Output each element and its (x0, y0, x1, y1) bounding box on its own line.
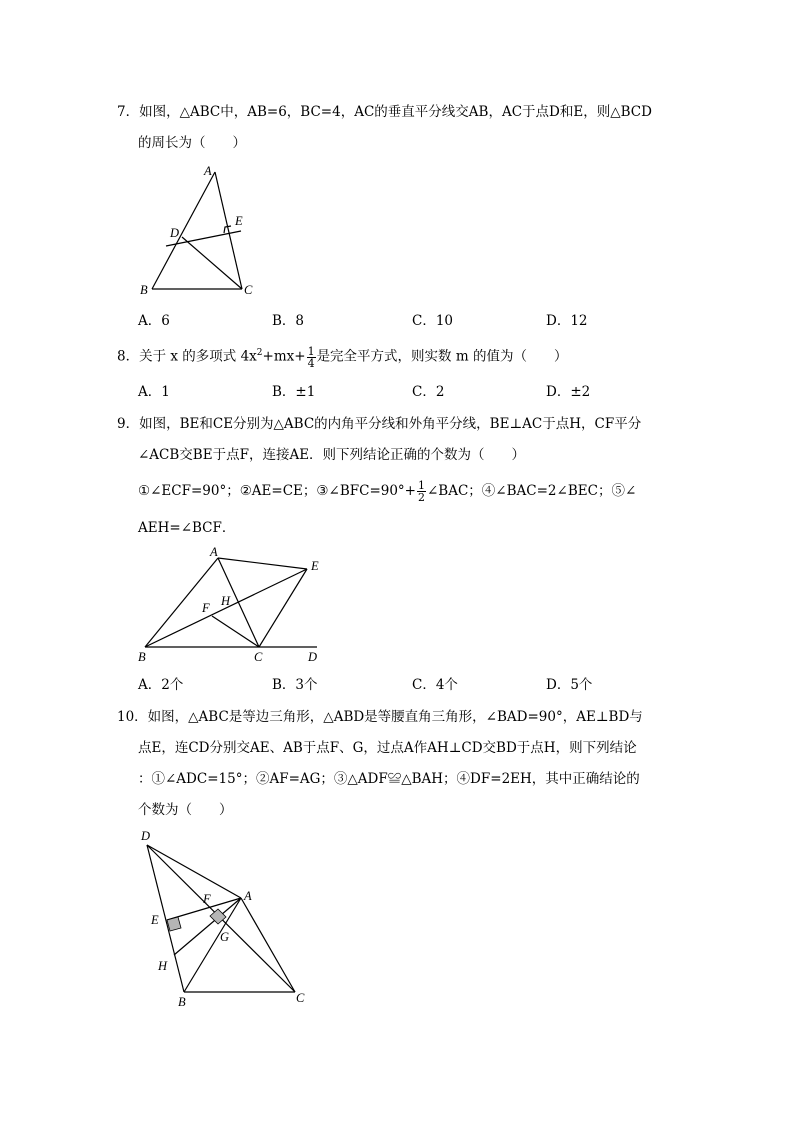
q9-line2: ∠ACB交BE于点F，连接AE．则下列结论正确的个数为（ ） (138, 447, 526, 463)
q7-label-b: B (140, 283, 148, 297)
q9-label-f: F (202, 601, 210, 615)
q7-option-a: A．6 (138, 313, 170, 329)
q10-label-a: A (244, 889, 252, 903)
q7-option-c: C．10 (412, 313, 454, 329)
q7-label-c: C (244, 283, 253, 297)
q7-right-angle-mark (224, 226, 231, 233)
q10-right-angle-e (167, 917, 181, 931)
q8-option-b: B．±1 (272, 384, 316, 400)
q8-line1 (117, 344, 567, 369)
q9-seg-ae (218, 558, 307, 569)
q7-label-a: A (204, 164, 212, 178)
q10-line2: 点E，连CD分别交AE、AB于点F、G，过点A作AH⊥CD交BD于点H，则下列结论 (138, 740, 637, 756)
q7-label-d: D (170, 226, 180, 240)
q8-superscript: 2 (256, 348, 263, 358)
q8-frac-den: 4 (307, 356, 315, 370)
q10-label-e: E (151, 913, 159, 927)
q7-label-e: E (235, 214, 243, 228)
q8-text-before: 8．关于 x 的多项式 4x (117, 348, 257, 365)
q8-text-mid: +mx+ (262, 348, 306, 365)
q7-seg-ab (152, 172, 215, 289)
q9-label-e: E (311, 559, 319, 573)
q10-label-h: H (158, 959, 168, 973)
q7-option-b: B．8 (272, 313, 305, 329)
q10-label-g: G (220, 930, 230, 944)
q10-seg-da (147, 845, 241, 898)
q10-label-b: B (178, 995, 186, 1009)
q10-label-d: D (141, 829, 151, 843)
q9-label-b: B (138, 650, 146, 664)
q9-line3 (138, 480, 636, 503)
q10-seg-ah (174, 898, 241, 955)
q9-option-a: A．2个 (138, 677, 184, 693)
q10-figure (138, 825, 318, 1010)
q10-line3: ：①∠ADC=15°；②AF=AG；③△ADF≌△BAH；④DF=2EH，其中正确结论的 (138, 771, 640, 787)
q7-option-d: D．12 (546, 313, 588, 329)
q9-frac-num: 1 (418, 479, 425, 492)
q7-line1: 7．如图，△ABC中，AB=6，BC=4，AC的垂直平分线交AB，AC于点D和E，则△BCD (117, 104, 652, 120)
q9-figure (134, 544, 334, 666)
q9-option-c: C．4个 (412, 677, 458, 693)
q9-frac-den: 2 (418, 491, 425, 504)
q9-line3-after: ∠BAC；④∠BAC=2∠BEC；⑤∠ (427, 483, 637, 499)
q9-label-d: D (308, 650, 318, 664)
q7-figure (136, 160, 276, 300)
q9-label-a: A (210, 545, 218, 559)
q8-option-a: A．1 (138, 384, 170, 400)
q7-seg-ac (215, 172, 242, 289)
q7-line2: 的周长为（ ） (138, 135, 246, 151)
q9-label-c: C (254, 650, 263, 664)
q9-label-h: H (221, 594, 231, 608)
q8-fraction (307, 346, 316, 369)
q10-seg-ac (241, 898, 295, 992)
q9-option-b: B．3个 (272, 677, 318, 693)
q9-fraction (417, 480, 426, 503)
q10-line4: 个数为（ ） (138, 802, 233, 818)
q9-option-d: D．5个 (546, 677, 593, 693)
q9-line4: AEH=∠BCF． (138, 520, 236, 536)
q8-option-d: D．±2 (546, 384, 591, 400)
q7-seg-dc (182, 237, 242, 289)
q9-line1: 9．如图，BE和CE分别为△ABC的内角平分线和外角平分线，BE⊥AC于点H，CF平分 (117, 416, 642, 432)
q10-label-f: F (203, 892, 211, 906)
q8-text-after: 是完全平方式，则实数 m 的值为（ ） (316, 348, 568, 365)
q8-option-c: C．2 (412, 384, 445, 400)
q10-label-c: C (296, 991, 305, 1005)
q10-line1: 10．如图，△ABC是等边三角形，△ABD是等腰直角三角形，∠BAD=90°，AE⊥BD与 (117, 709, 643, 725)
q9-line3-before: ①∠ECF=90°；②AE=CE；③∠BFC=90°+ (138, 483, 416, 499)
q8-frac-num: 1 (307, 344, 315, 358)
